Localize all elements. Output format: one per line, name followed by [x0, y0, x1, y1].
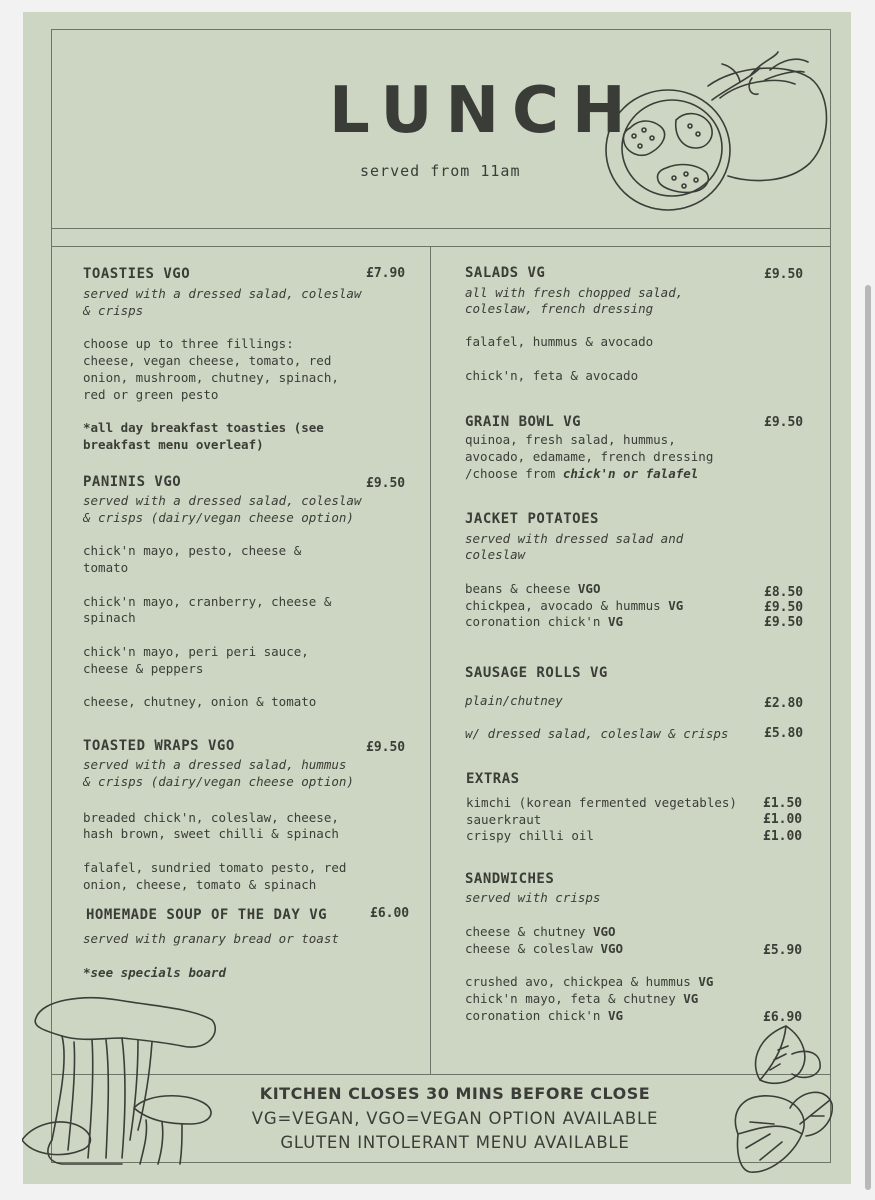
item-tag: VG: [683, 991, 699, 1006]
wraps-price: £9.50: [366, 740, 406, 755]
paninis-heading: PANINIS VGO: [83, 474, 182, 490]
header-divider-2: [51, 246, 831, 247]
paninis-price: £9.50: [366, 476, 406, 491]
item-tag: VGO: [600, 941, 624, 956]
sausage-rolls-price: £2.80: [764, 696, 804, 711]
toasties-fillings: red or green pesto: [83, 387, 219, 402]
wraps-item: hash brown, sweet chilli & spinach: [83, 826, 339, 841]
jacket-potatoes-desc: served with dressed salad and: [465, 531, 684, 546]
paninis-desc: & crisps (dairy/vegan cheese option): [83, 510, 354, 525]
grain-bowl-desc: avocado, edamame, french dressing: [465, 449, 714, 464]
salads-item: chick'n, feta & avocado: [465, 368, 639, 383]
sandwich-item: [465, 940, 623, 957]
header-divider: [51, 228, 831, 229]
soup-heading: HOMEMADE SOUP OF THE DAY VG: [86, 907, 328, 923]
wraps-item: breaded chick'n, coleslaw, cheese,: [83, 810, 339, 825]
paninis-item: cheese, chutney, onion & tomato: [83, 694, 317, 709]
grain-bowl-heading: GRAIN BOWL VG: [465, 414, 582, 430]
jacket-potatoes-heading: JACKET POTATOES: [465, 511, 599, 527]
paninis-item: tomato: [83, 560, 129, 575]
jacket-potato-price: £8.50: [764, 585, 804, 600]
sandwich-item: [465, 973, 713, 990]
toasties-fillings: choose up to three fillings:: [83, 336, 294, 351]
grain-bowl-desc: [465, 465, 698, 482]
salads-desc: coleslaw, french dressing: [465, 301, 654, 316]
salads-price: £9.50: [764, 267, 804, 282]
sandwich-price: £5.90: [763, 943, 803, 958]
salads-desc: all with fresh chopped salad,: [465, 285, 684, 300]
wraps-item: onion, cheese, tomato & spinach: [83, 877, 317, 892]
extras-item: crispy chilli oil: [466, 828, 594, 843]
toasties-desc: served with a dressed salad, coleslaw: [83, 286, 362, 301]
soup-note: *see specials board: [83, 965, 226, 980]
jacket-potato-item: [465, 613, 623, 630]
toasties-fillings: onion, mushroom, chutney, spinach,: [83, 370, 339, 385]
item-name: chickpea, avocado & hummus: [465, 598, 661, 613]
item-name: cheese & chutney: [465, 924, 586, 939]
extras-item: sauerkraut: [466, 812, 542, 827]
footer-gluten-notice: GLUTEN INTOLERANT MENU AVAILABLE: [280, 1133, 630, 1152]
item-tag: VG: [668, 598, 684, 613]
item-name: crushed avo, chickpea & hummus: [465, 974, 691, 989]
toasties-note: breakfast menu overleaf): [83, 437, 264, 452]
sausage-rolls-price: £5.80: [764, 726, 804, 741]
item-name: coronation chick'n: [465, 1008, 601, 1023]
page-title: LUNCH: [329, 74, 639, 148]
paninis-item: chick'n mayo, cranberry, cheese &: [83, 594, 332, 609]
wraps-heading: TOASTED WRAPS VGO: [83, 738, 235, 754]
item-name: chick'n mayo, feta & chutney: [465, 991, 676, 1006]
item-name: cheese & coleslaw: [465, 941, 593, 956]
footer-kitchen-notice: KITCHEN CLOSES 30 MINS BEFORE CLOSE: [259, 1084, 651, 1103]
grain-bowl-choose: /choose from: [465, 466, 563, 481]
extras-price: £1.50: [763, 796, 803, 811]
extras-item: kimchi (korean fermented vegetables): [466, 795, 737, 810]
toasties-fillings: cheese, vegan cheese, tomato, red: [83, 353, 332, 368]
grain-bowl-price: £9.50: [764, 415, 804, 430]
wraps-desc: served with a dressed salad, hummus: [83, 757, 347, 772]
item-tag: VG: [608, 614, 624, 629]
paninis-desc: served with a dressed salad, coleslaw: [83, 493, 362, 508]
sandwiches-desc: served with crisps: [465, 890, 601, 905]
jacket-potato-item: [465, 597, 683, 614]
mushroom-icon: [22, 990, 222, 1166]
column-divider: [430, 246, 431, 1074]
extras-price: £1.00: [763, 829, 803, 844]
wraps-item: falafel, sundried tomato pesto, red: [83, 860, 347, 875]
wraps-desc: & crisps (dairy/vegan cheese option): [83, 774, 354, 789]
extras-price: £1.00: [763, 812, 803, 827]
sandwich-item: [465, 1007, 623, 1024]
sausage-rolls-heading: SAUSAGE ROLLS VG: [465, 665, 608, 681]
scrollbar[interactable]: [865, 285, 871, 1190]
jacket-potato-price: £9.50: [764, 615, 804, 630]
toasties-heading: TOASTIES VGO: [83, 266, 191, 282]
toasties-note: *all day breakfast toasties (see: [83, 420, 324, 435]
sausage-rolls-item: plain/chutney: [465, 693, 563, 708]
salads-heading: SALADS VG: [465, 265, 546, 281]
leaf-icon: [730, 1024, 835, 1176]
sandwiches-heading: SANDWICHES: [465, 871, 555, 887]
page-subtitle: served from 11am: [360, 162, 521, 180]
toasties-price: £7.90: [366, 266, 406, 281]
jacket-potato-item: [465, 580, 600, 597]
tomato-icon: [600, 48, 835, 220]
soup-price: £6.00: [370, 906, 410, 921]
item-tag: VG: [698, 974, 714, 989]
paninis-item: spinach: [83, 610, 136, 625]
item-tag: VGO: [592, 924, 616, 939]
grain-bowl-options: chick'n or falafel: [562, 466, 699, 481]
item-name: beans & cheese: [465, 581, 571, 596]
footer-legend: VG=VEGAN, VGO=VEGAN OPTION AVAILABLE: [251, 1109, 659, 1128]
grain-bowl-desc: quinoa, fresh salad, hummus,: [465, 432, 676, 447]
soup-desc: served with granary bread or toast: [83, 931, 339, 946]
paninis-item: cheese & peppers: [83, 661, 204, 676]
item-tag: VGO: [577, 581, 601, 596]
sandwich-price: £6.90: [763, 1010, 803, 1025]
paninis-item: chick'n mayo, pesto, cheese &: [83, 543, 302, 558]
jacket-potatoes-desc: coleslaw: [465, 547, 526, 562]
item-name: coronation chick'n: [465, 614, 601, 629]
sandwich-item: [465, 923, 616, 940]
toasties-desc: & crisps: [83, 303, 144, 318]
item-tag: VG: [608, 1008, 624, 1023]
sausage-rolls-item: w/ dressed salad, coleslaw & crisps: [465, 726, 729, 741]
salads-item: falafel, hummus & avocado: [465, 334, 654, 349]
paninis-item: chick'n mayo, peri peri sauce,: [83, 644, 309, 659]
jacket-potato-price: £9.50: [764, 600, 804, 615]
sandwich-item: [465, 990, 698, 1007]
extras-heading: EXTRAS: [466, 771, 520, 787]
